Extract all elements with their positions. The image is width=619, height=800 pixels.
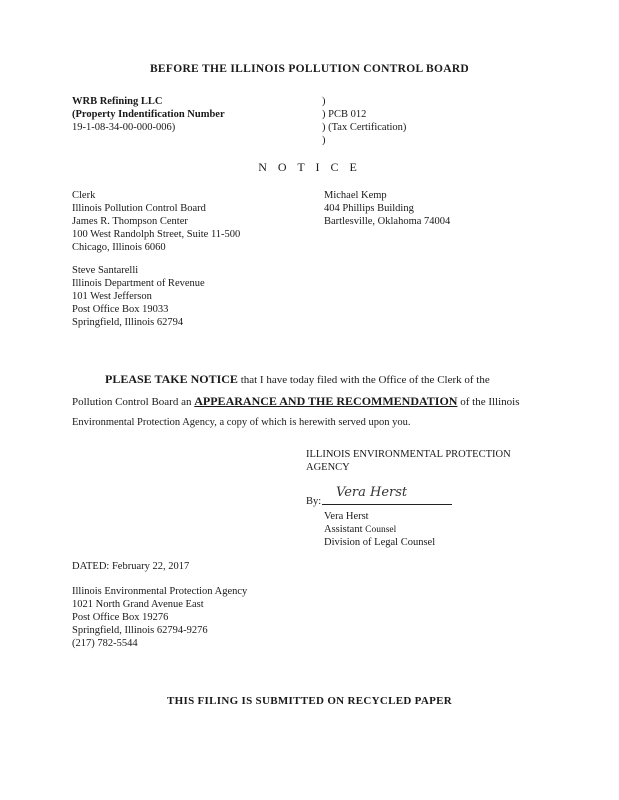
notice-paragraph-line-1 (105, 368, 490, 391)
address-line: James R. Thompson Center (72, 216, 188, 227)
caption-pin-number: 19-1-08-34-00-000-006) (72, 122, 176, 133)
caption-bracket-4: ) (322, 135, 326, 146)
agency-name-line-1: ILLINOIS ENVIRONMENTAL PROTECTION (306, 449, 511, 460)
document-title: BEFORE THE ILLINOIS POLLUTION CONTROL BOARD (149, 63, 470, 75)
signer-title (324, 523, 396, 537)
address-line: 404 Phillips Building (324, 203, 414, 214)
please-take-notice: PLEASE TAKE NOTICE (105, 372, 238, 386)
address-line: Chicago, Illinois 6060 (72, 242, 166, 253)
caption-pin-label: (Property Indentification Number (72, 109, 225, 120)
notice-heading: N O T I C E (258, 160, 361, 174)
signer-division: Division of Legal Counsel (324, 537, 436, 548)
address-line: Michael Kemp (324, 190, 387, 201)
notice-paragraph-line-2 (72, 390, 520, 413)
by-label: By: (306, 496, 322, 507)
caption-case-type: ) (Tax Certification) (322, 122, 407, 133)
address-line: Post Office Box 19276 (72, 612, 169, 623)
signer-title-b: Counsel (365, 525, 397, 535)
address-line: Bartlesville, Oklahoma 74004 (324, 216, 451, 227)
caption-bracket-1: ) (322, 96, 326, 107)
recycled-paper-footer: THIS FILING IS SUBMITTED ON RECYCLED PAPER (167, 695, 452, 707)
address-line: Steve Santarelli (72, 265, 139, 276)
paragraph-text: of the Illinois (457, 396, 520, 408)
agency-name-line-2: AGENCY (306, 462, 350, 473)
appearance-recommendation: APPEARANCE AND THE RECOMMENDATION (194, 394, 458, 408)
address-line: (217) 782-5544 (72, 638, 138, 649)
address-line: Clerk (72, 190, 96, 201)
address-line: 101 West Jefferson (72, 291, 152, 302)
address-line: Springfield, Illinois 62794-9276 (72, 625, 208, 636)
paragraph-text: that I have today filed with the Office of the Clerk of the (237, 374, 490, 386)
address-line: Springfield, Illinois 62794 (72, 317, 184, 328)
address-line: Illinois Department of Revenue (72, 278, 205, 289)
caption-case-number: ) PCB 012 (322, 109, 367, 120)
address-line: 100 West Randolph Street, Suite 11-500 (72, 229, 241, 240)
signer-name: Vera Herst (324, 511, 369, 522)
address-line: 1021 North Grand Avenue East (72, 599, 204, 610)
signature: Vera Herst (336, 485, 408, 500)
address-line: Illinois Environmental Protection Agency (72, 586, 248, 597)
address-line: Illinois Pollution Control Board (72, 203, 206, 214)
signer-title-a: Assistant (324, 524, 363, 535)
notice-paragraph-line-3: Environmental Protection Agency, a copy of which is herewith served upon you. (72, 417, 411, 428)
caption-party: WRB Refining LLC (72, 96, 163, 107)
address-line: Post Office Box 19033 (72, 304, 169, 315)
paragraph-text: Pollution Control Board an (72, 396, 195, 408)
dated-line: DATED: February 22, 2017 (72, 561, 190, 572)
